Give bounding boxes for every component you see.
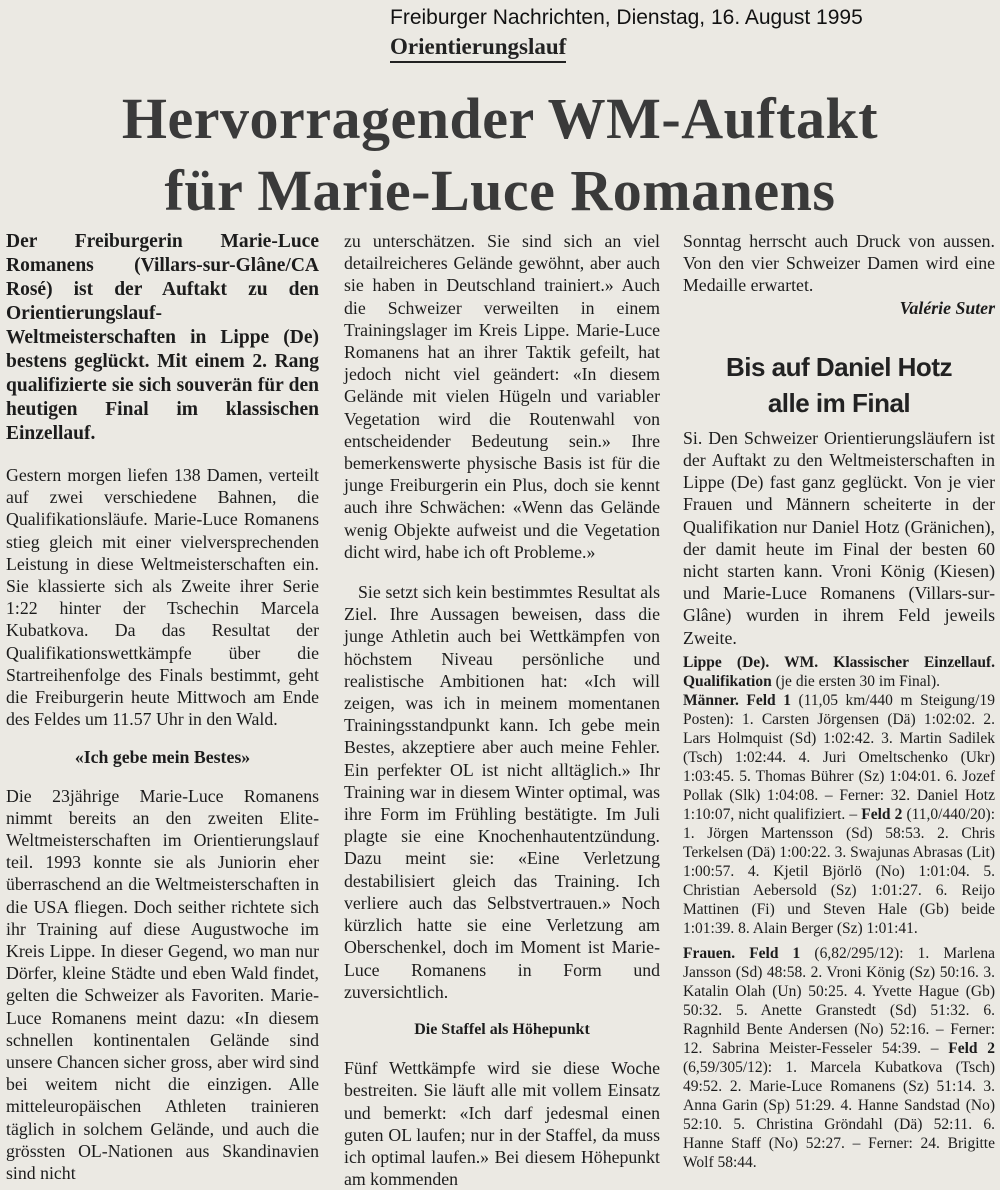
- article-column-3: [683, 230, 995, 1172]
- sidebar-body: Si. Den Schweizer Orientierungsläufern ist der Auftakt zu den Weltmeisterschaften in Lippe (De) fast ganz geglückt. Von je vier Frauen und Männern scheiterte in der Qualifikation nur Daniel Hotz (Gränichen), der damit heute im Final der besten 60 nicht starten kann. Vroni König (Kiesen) und Marie-Luce Romanens (Villars-sur-Glâne) wurden in ihrem Feld jeweils Zweite.: [683, 427, 995, 648]
- article-author: Valérie Suter: [899, 297, 995, 318]
- results-header-bold: Lippe (De). WM. Klassischer Einzellauf. Qualifikation: [683, 653, 995, 690]
- article-paragraph: Sie setzt sich kein bestimmtes Resultat als Ziel. Ihre Aussagen beweisen, dass die junge Athletin auch bei Wettkämpfen von höchstem Niveau persönliche und realistische Ambitionen hat: «Ich will zeigen, was ich in meinem momentanen Trainingsstandpunkt kann. Ich gebe mein Bestes, akzeptiere aber auch meine Fehler. Ein perfekter OL ist nicht alltäglich.» Ihr Training war in diesem Winter optimal, was ihre Form im Frühling bestätigte. Im Juli plagte sie eine Knochenhautentzündung. Dazu meint sie: «Eine Verletzung destabilisiert gleich das Training. Ich verliere auch das Selbstvertrauen.» Noch kürzlich hatte sie eine Verletzung am Oberschenkel, doch im Moment ist Marie-Luce Romanens in Form und zuversichtlich.: [344, 582, 660, 1002]
- article-paragraph: Die 23jährige Marie-Luce Romanens nimmt bereits an den zweiten Elite-Weltmeisterschaften im Orientierungslauf teil. 1993 konnte sie als Juniorin eher überraschend an die Weltmeisterschaften in die USA fliegen. Doch seither richtete sich ihr Training auf diese Augustwoche im Kreis Lippe. In dieser Gegend, wo man nur Dörfer, kleine Städte und eben Wald findet, gelten die Schweizer als Favoriten. Marie-Luce Romanens meint dazu: «In diesem schnellen kontinentalen Gelände sind unsere Chancen sicher gross, aber wird sind bei weitem nicht die einzigen. Alle mitteleuropäischen Athleten trainieren täglich in solchem Gelände, und auch die grössten OL-Nationen aus Skandinavien sind nicht: [6, 785, 319, 1184]
- article-paragraph: Fünf Wettkämpfe wird sie diese Woche bestreiten. Sie läuft alle mit vollem Einsatz und bemerkt: «Ich darf jedesmal einen guten OL laufen; nur in der Staffel, da muss ich optimal laufen.» Bei diesem Höhepunkt am kommenden: [344, 1058, 660, 1190]
- section-rubric: Orientierungslauf: [390, 32, 566, 63]
- women-field-1-label: Frauen. Feld 1: [683, 944, 801, 962]
- article-subhead: «Ich gebe mein Bestes»: [74, 747, 251, 768]
- women-field-2-label: Feld 2: [948, 1039, 995, 1057]
- sidebar-title-line-2: alle im Final: [767, 387, 911, 418]
- men-field-2-label: Feld 2: [861, 805, 903, 823]
- women-field-2-results: (6,59/305/12): 1. Marcela Kubatkova (Tsch) 49:52. 2. Marie-Luce Romanens (Sz) 51:14. 3. Anna Garin (Sp) 51:29. 4. Hanne Sandstad (No) 52:10. 5. Christina Gröndahl (Dä) 52:11. 6. Hanne Staff (No) 52:27. – Ferner: 24. Brigitte Wolf 58:44.: [683, 1058, 995, 1171]
- men-field-1-label: Männer. Feld 1: [683, 691, 791, 709]
- sidebar-title-line-1: Bis auf Daniel Hotz: [726, 351, 952, 382]
- article-column-1: [6, 230, 319, 1184]
- article-subhead: Die Staffel als Höhepunkt: [414, 1020, 590, 1038]
- results-women: [683, 944, 995, 1172]
- results-men: [683, 691, 995, 938]
- women-field-1-results: (6,82/295/12): 1. Marlena Jansson (Sd) 48:58. 2. Vroni König (Sz) 50:16. 3. Katalin Olah (Un) 50:25. 4. Yvette Hague (Gb) 50:32. 5. Anette Granstedt (Sd) 51:32. 6. Ragnhild Bente Andersen (No) 52:16. – Ferner: 12. Sabrina Meister-Fesseler 54:39. –: [683, 944, 995, 1057]
- sidebar-title: [683, 349, 995, 421]
- article-paragraph: Sonntag herrscht auch Druck von aussen. Von den vier Schweizer Damen wird eine Medaille erwartet.: [683, 231, 995, 296]
- men-field-1-results: (11,05 km/440 m Steigung/19 Posten): 1. Carsten Jörgensen (Dä) 1:02:02. 2. Lars Holmquist (Sd) 1:02:42. 3. Martin Sadilek (Tsch) 1:02:44. 4. Juri Omeltschenko (Ukr) 1:03:45. 5. Thomas Bührer (Sz) 1:04:01. 6. Jozef Pollak (Slk) 1:04:08. – Ferner: 32. Daniel Hotz 1:10:07, nicht qualifiziert. –: [683, 691, 995, 823]
- headline-line-2: für Marie-Luce Romanens: [164, 158, 836, 223]
- headline-line-1: Hervorragender WM-Auftakt: [121, 86, 879, 151]
- results-header: [683, 653, 995, 691]
- article-paragraph: zu unterschätzen. Sie sind sich an viel detailreicheres Gelände gewöhnt, aber auch sie haben in Deutschland trainiert.» Auch die Schweizer verweilten in einem Trainingslager im Kreis Lippe. Marie-Luce Romanens hat an ihrer Taktik gefeilt, hat jedoch nicht viel geändert: «In diesem Gelände mit vielen Hügeln und variabler Vegetation wird die Routenwahl von entscheidender Bedeutung sein.» Ihre bemerkenswerte physische Basis ist für die junge Freiburgerin ein Plus, doch sie kennt auch ihre Schwächen: «Wenn das Gelände wenig Objekte aufweist und die Vegetation dicht wird, habe ich oft Probleme.»: [344, 231, 660, 562]
- men-field-2-results: (11,0/440/20): 1. Jörgen Martensson (Sd) 58:53. 2. Chris Terkelsen (Dä) 1:00:22. 3. Swajunas Abrasas (Lit) 1:00:57. 4. Kjetil Björlö (No) 1:01:04. 5. Christian Aebersold (Sz) 1:01:27. 6. Reijo Mattinen (Fi) und Steven Hale (Gb) beide 1:01:39. 8. Alain Berger (Sz) 1:01:41.: [683, 805, 995, 937]
- newspaper-source-line: Freiburger Nachrichten, Dienstag, 16. August 1995: [390, 6, 863, 29]
- article-lead: Der Freiburgerin Marie-Luce Romanens (Villars-sur-Glâne/CA Rosé) ist der Auftakt zu den Orientierungslauf-Weltmeisterschaften in Lippe (De) bestens geglückt. Mit einem 2. Rang qualifizierte sie sich souverän für den heutigen Final im klassischen Einzellauf.: [6, 231, 319, 444]
- results-header-tail: (je die ersten 30 im Final).: [771, 672, 941, 690]
- article-paragraph: Gestern morgen liefen 138 Damen, verteilt auf zwei verschiedene Bahnen, die Qualifikationsläufe. Marie-Luce Romanens stieg gleich mit einer vielversprechenden Leistung in diese Weltmeisterschaften ein. Sie klassierte sich als Zweite ihrer Serie 1:22 hinter der Tschechin Marcela Kubatkova. Da das Resultat der Qualifikationswettkämpfe über die Startreihenfolge des Finals bestimmt, geht die Freiburgerin heute Mittwoch am Ende des Feldes um 11.57 Uhr in den Wald.: [6, 465, 319, 730]
- article-column-2: [344, 230, 660, 1190]
